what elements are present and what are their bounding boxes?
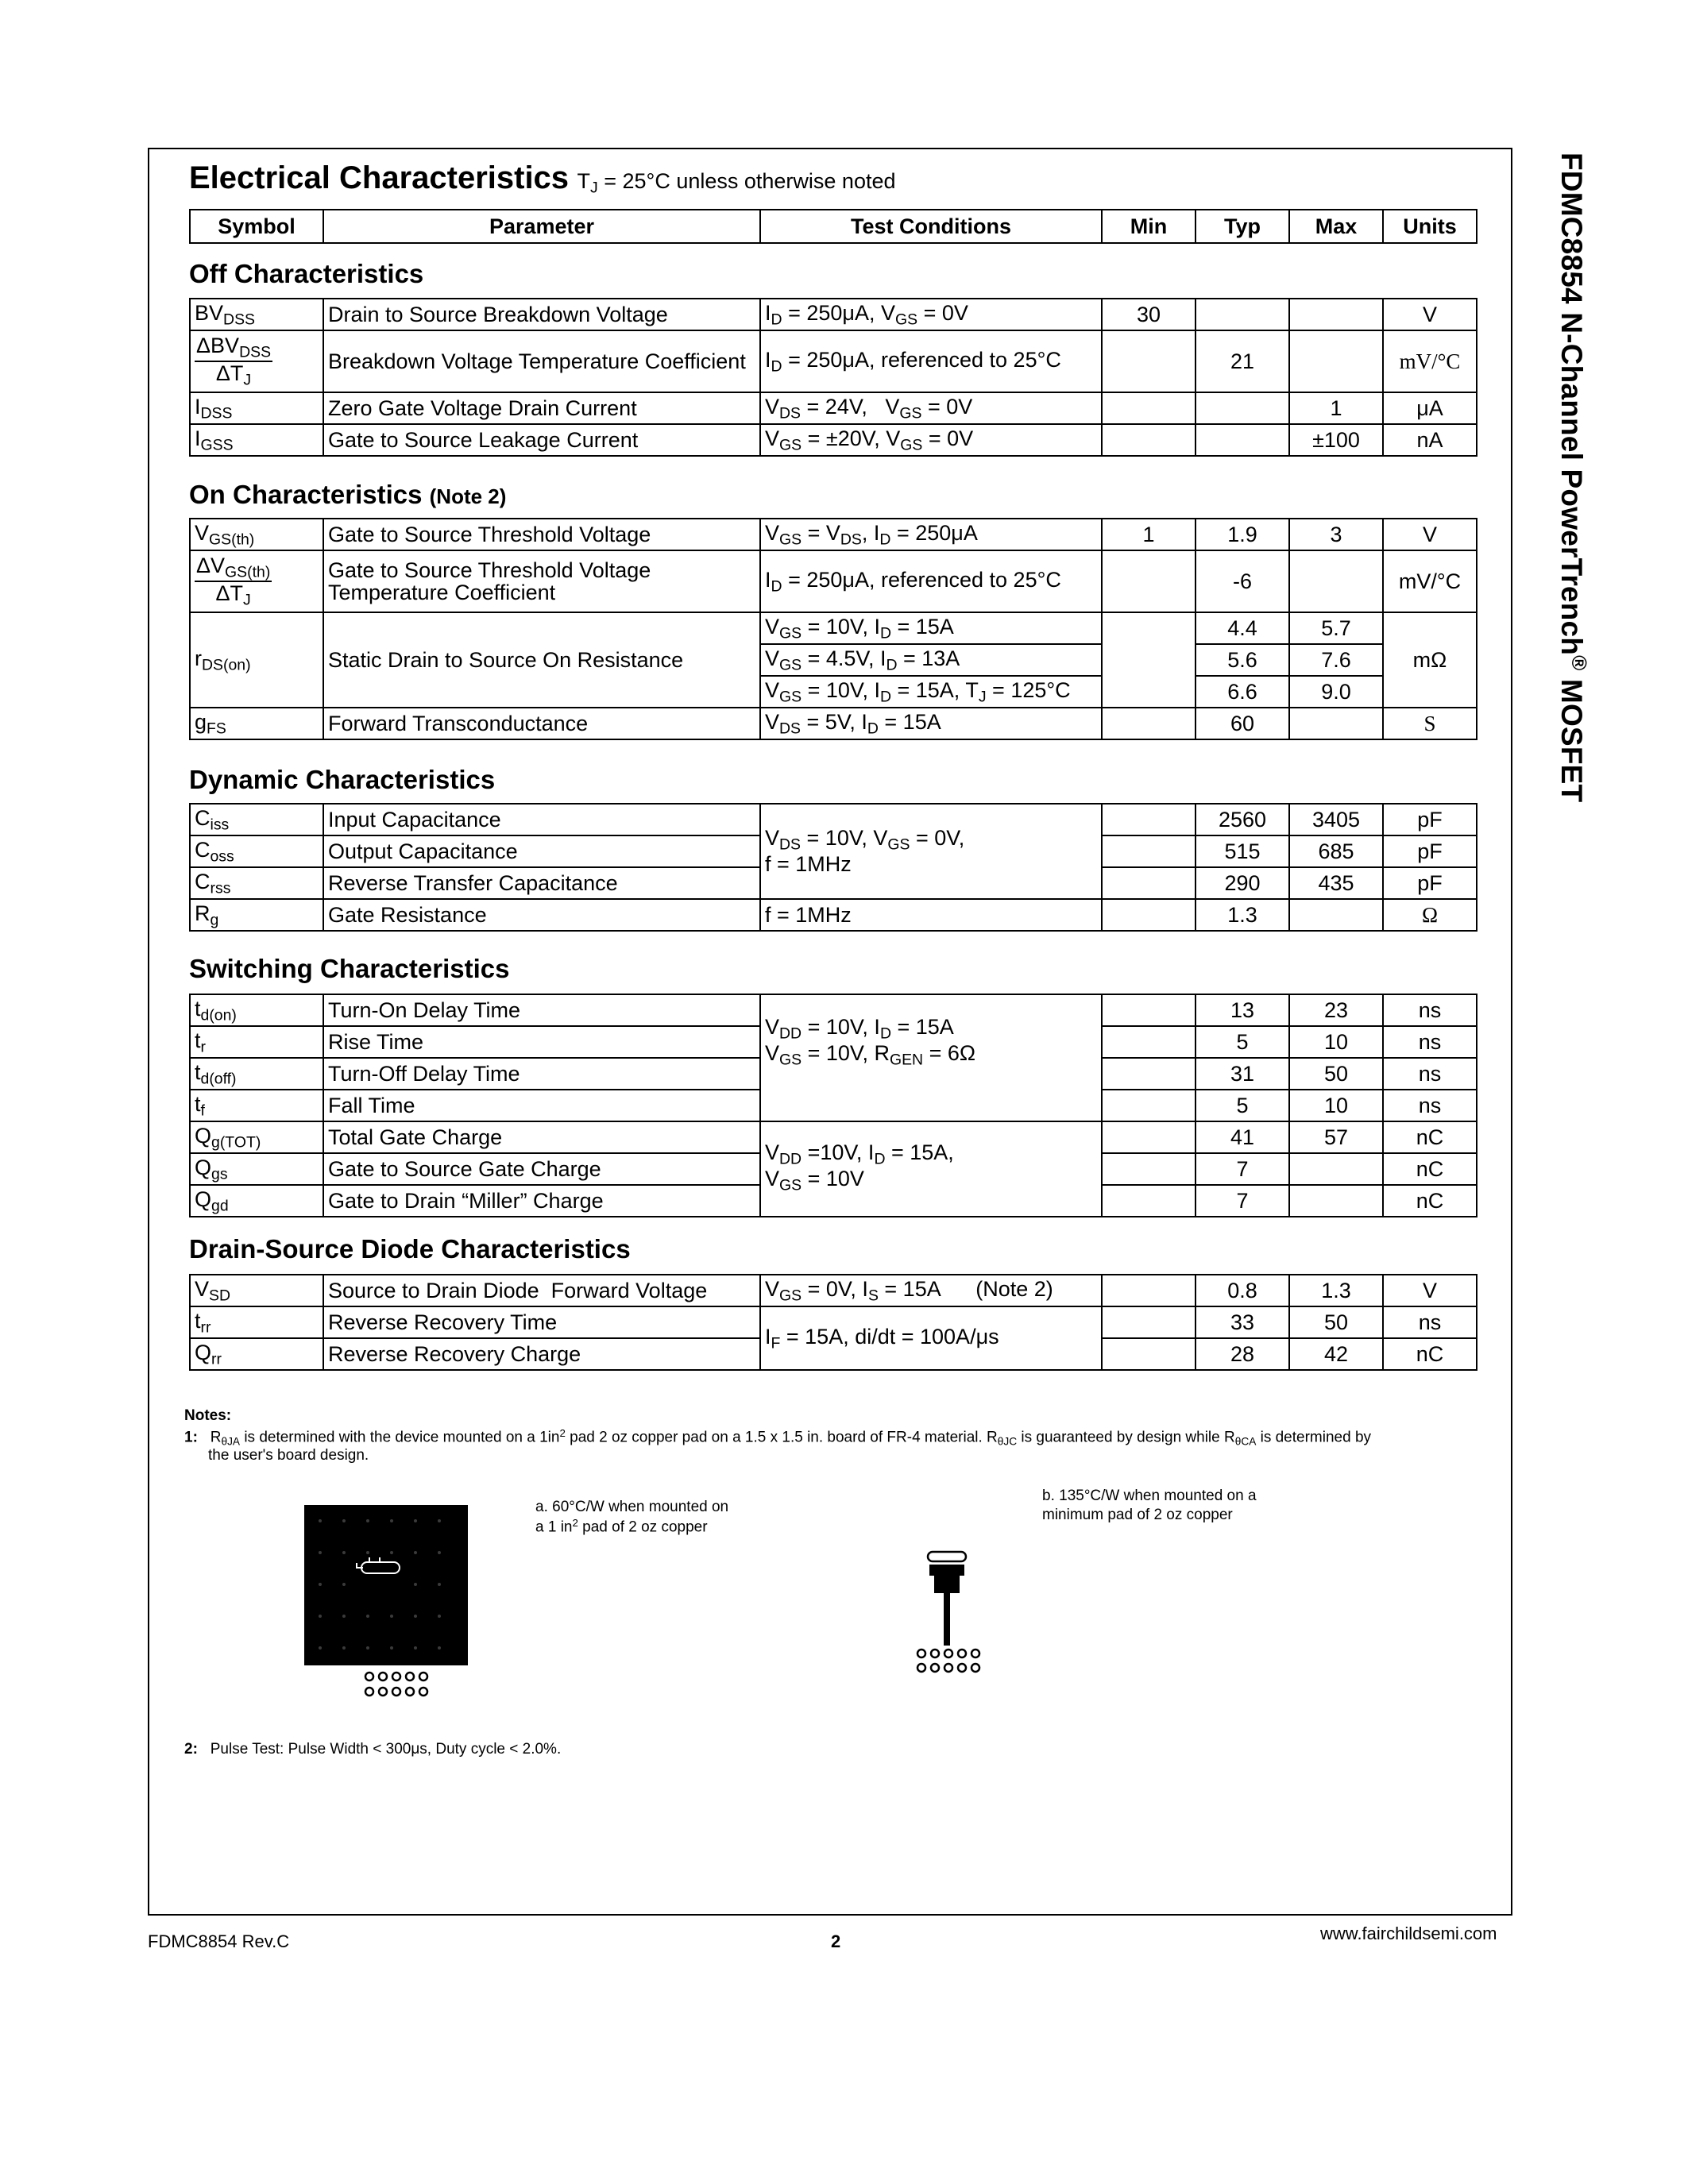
page-heading [189,160,896,197]
notes-label: Notes: [184,1407,232,1424]
side-title: FDMC8854 N-Channel PowerTrench® MOSFET [1555,152,1591,803]
table-row: $V_{GS} = 4.5V$, $I_D = 13A$ 5.6 7.6 [190,644,1477,676]
column-header-table [189,209,1477,244]
footer-revision: FDMC8854 Rev.C [148,1931,290,1951]
col-typ: Typ [1196,210,1289,243]
table-row: $V_{GS} = 10V$, $I_D = 15A$, $T_J = 125^\circ C$ 6.6 9.0 [190,676,1477,708]
table-row: $Q_{rr}$ Reverse Recovery Charge 28 42 nC [190,1338,1477,1370]
heading-condition: $T_J = 25^\circ C$ unless otherwise noted [577,169,896,197]
table-row: $I_{DSS}$ Zero Gate Voltage Drain Current $V_{DS} = 24V$, $V_{GS} = 0V$ 1 μA [190,392,1477,424]
table-row: $Q_{g(TOT)}$ Total Gate Charge $V_{DD} =10V$, $I_D = 15A$, $V_{GS} = 10V$ 41 57 nC [190,1121,1477,1153]
table-row: $Q_{gd}$ Gate to Drain “Miller” Charge 7 nC [190,1185,1477,1217]
table-row: $\frac{\Delta V_{GS(th)}}{\Delta T_J}$ Gate to Source Threshold Voltage Temperature Coefficient $I_D = 250\mu A$, referenced to 25°C -6 mV/°C [190,550,1477,612]
note-1: 1: $R_{\theta JA}$ is determined with the device mounted on a $1in^2$ pad 2 oz copper pad on a 1.5 x 1.5 in. board of FR-4 material. $R_{\theta JC}$ is guaranteed by design while $R_{\theta CA}$ is determined by [184,1427,1372,1448]
table-row: $C_{oss}$ Output Capacitance 515 685 pF [190,835,1477,867]
section-switching: Switching Characteristics [189,954,510,983]
col-symbol: Symbol [190,210,323,243]
note-2: 2: Pulse Test: Pulse Width < 300μs, Duty cycle < 2.0%. [184,1741,562,1758]
diode-table [189,1274,1477,1371]
table-row: $r_{DS(on)}$ Static Drain to Source On Resistance $V_{GS} = 10V$, $I_D = 15A$ 4.4 5.7 mΩ [190,612,1477,644]
footer-url[interactable]: www.fairchildsemi.com [1320,1924,1497,1943]
section-diode: Drain-Source Diode Characteristics [189,1234,631,1264]
table-row: $t_{rr}$ Reverse Recovery Time $I_F = 15A$, di/dt = 100A/μs 33 50 ns [190,1306,1477,1338]
pad-layout-b-figure [914,1549,997,1684]
caption-b: b. 135°C/W when mounted on a minimum pad of 2 oz copper [1042,1488,1257,1523]
table-row: $C_{rss}$ Reverse Transfer Capacitance 290 435 pF [190,867,1477,899]
dynamic-table [189,803,1477,932]
section-dynamic: Dynamic Characteristics [189,765,496,794]
table-row: $Q_{gs}$ Gate to Source Gate Charge 7 nC [190,1153,1477,1185]
table-row: $I_{GSS}$ Gate to Source Leakage Current $V_{GS} = \pm 20V$, $V_{GS} = 0V$ ±100 nA [190,424,1477,456]
table-row: $t_f$ Fall Time 5 10 ns [190,1090,1477,1121]
on-table [189,518,1477,740]
switching-table [189,994,1477,1217]
heading-title: Electrical Characteristics [189,160,570,195]
section-off: Off Characteristics [189,259,424,288]
table-row: $R_g$ Gate Resistance f = 1MHz 1.3 Ω [190,899,1477,931]
table-row: $\frac{\Delta BV_{DSS}}{\Delta T_J}$ Breakdown Voltage Temperature Coefficient $I_D = 250\mu A$, referenced to 25°C 21 mV/°C [190,330,1477,392]
col-units: Units [1383,210,1477,243]
table-row: $g_{FS}$ Forward Transconductance $V_{DS} = 5V$, $I_D = 15A$ 60 S [190,708,1477,739]
table-row: $BV_{DSS}$ Drain to Source Breakdown Voltage $I_D = 250\mu A$, $V_{GS} = 0V$ 30 V [190,299,1477,330]
table-row: $V_{GS(th)}$ Gate to Source Threshold Voltage $V_{GS} = V_{DS}$, $I_D = 250\mu A$ 1 1.9 3 V [190,519,1477,550]
table-row: $V_{SD}$ Source to Drain Diode Forward Voltage $V_{GS} = 0V$, $I_S = 15A$ (Note 2) 0.8 1.3 V [190,1275,1477,1306]
caption-a: a. 60°C/W when mounted on a 1 $in^2$ pad of 2 oz copper [535,1499,729,1536]
col-min: Min [1102,210,1196,243]
footer-page-number: 2 [831,1931,841,1951]
col-parameter: Parameter [323,210,760,243]
off-table [189,298,1477,457]
pad-layout-a-figure [304,1505,471,1705]
table-row: $C_{iss}$ Input Capacitance $V_{DS} = 10V$, $V_{GS} = 0V$, f = 1MHz 2560 3405 pF [190,804,1477,835]
table-row: $t_r$ Rise Time 5 10 ns [190,1026,1477,1058]
note-1-cont: the user's board design. [208,1447,369,1464]
col-test-conditions: Test Conditions [760,210,1102,243]
section-on: On Characteristics (Note 2) [189,480,507,509]
table-row: $t_{d(off)}$ Turn-Off Delay Time 31 50 ns [190,1058,1477,1090]
col-max: Max [1289,210,1383,243]
table-row: $t_{d(on)}$ Turn-On Delay Time $V_{DD} = 10V$, $I_D = 15A$ $V_{GS} = 10V$, $R_{GEN} = 6\Omega$ 13 23 ns [190,994,1477,1026]
